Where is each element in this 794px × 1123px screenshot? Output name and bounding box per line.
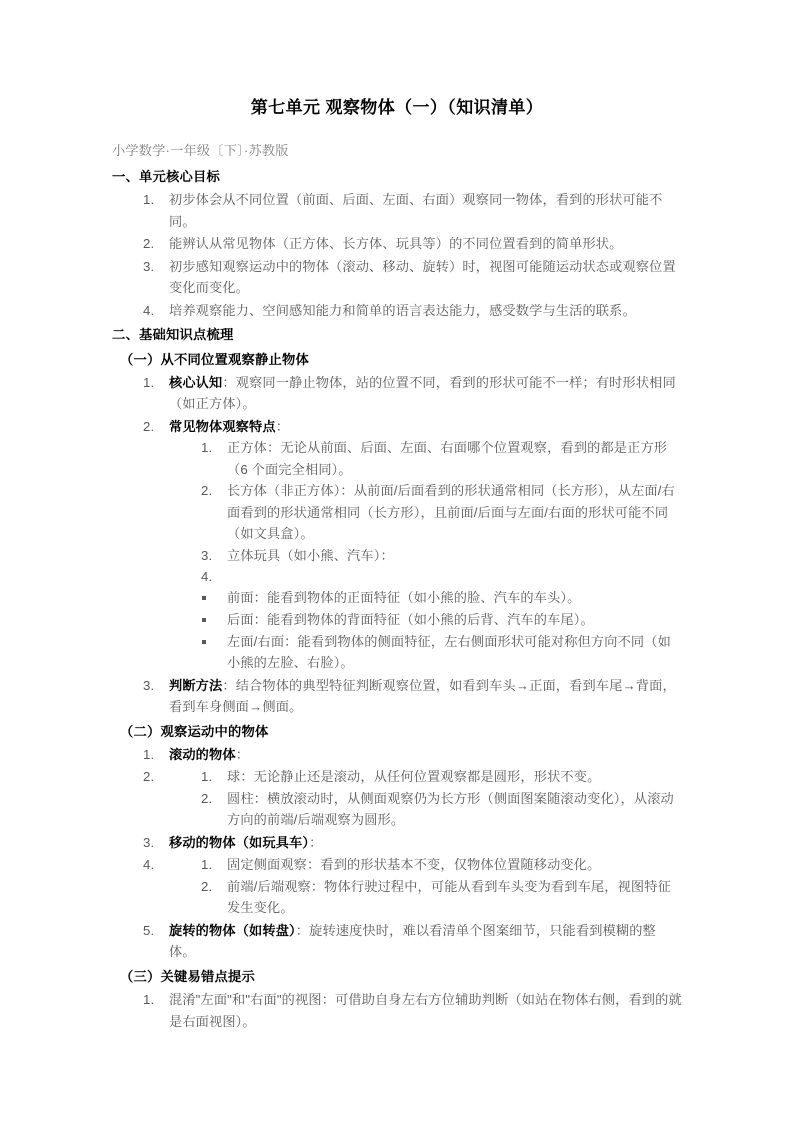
list-item-lead: 滚动的物体 (169, 746, 236, 762)
list-item-text: ： (309, 834, 323, 850)
list-item-lead: 判断方法 (169, 677, 223, 693)
list-item: 正方体：无论从前面、后面、左面、右面哪个位置观察，看到的都是正方形（6 个面完全相同）。 (227, 440, 668, 477)
list-item: 培养观察能力、空间感知能力和简单的语言表达能力，感受数学与生活的联系。 (169, 302, 636, 318)
document-subtitle: 小学数学·一年级〔下〕·苏教版 (112, 142, 289, 158)
list-item: 初步体会从不同位置（前面、后面、左面、右面）观察同一物体，看到的形状可能不同。 (169, 192, 663, 229)
list-item: 后面：能看到物体的背面特征（如小熊的后背、汽车的车尾）。 (227, 609, 682, 631)
subsection-heading-2-2: （二）观察运动中的物体 (120, 723, 269, 739)
list-item (169, 920, 682, 963)
page-title: 第七单元 观察物体（一）（知识清单） (250, 98, 544, 117)
section-1-list (112, 189, 682, 321)
list-item-lead: 移动的物体（如玩具车） (169, 834, 310, 850)
subsection-heading-2-1: （一）从不同位置观察静止物体 (120, 351, 309, 367)
list-item-text: ：观察同一静止物体，站的位置不同，看到的形状可能不一样；有时形状相同（如正方体）。 (169, 374, 676, 412)
bullet-list (169, 587, 682, 673)
list-item (169, 416, 682, 674)
list-item: 固定侧面观察：看到的形状基本不变，仅物体位置随移动变化。 (227, 857, 601, 873)
list-item-lead: 核心认知 (169, 374, 223, 390)
list-item-text: ：旋转速度快时，难以看清单个图案细节，只能看到模糊的整体。 (169, 922, 656, 960)
list-item (227, 566, 682, 587)
list-item-text: ： (275, 418, 290, 434)
list-item (169, 832, 682, 854)
list-item (169, 675, 682, 718)
subsection-2-1-list (112, 372, 682, 718)
list-item: 前端/后端观察：物体行驶过程中，可能从看到车头变为看到车尾，视图特征发生变化。 (227, 878, 671, 916)
list-item: 左面/右面：能看到物体的侧面特征，左右侧面形状可能对称但方向不同（如小熊的左脸、右脸）。 (227, 631, 682, 674)
list-item: 圆柱：横放滚动时，从侧面观察仍为长方形（侧面图案随滚动变化），从滚动方向的前端/后端观察为圆形。 (227, 790, 674, 828)
subsection-heading-2-3: （三）关键易错点提示 (120, 969, 255, 984)
list-item: 前面：能看到物体的正面特征（如小熊的脸、汽车的车头）。 (227, 587, 682, 609)
list-item (169, 854, 682, 919)
section-heading-2: 二、基础知识点梳理 (112, 327, 234, 343)
subsection-2-2-list (112, 744, 682, 963)
list-item: 初步感知观察运动中的物体（滚动、移动、旋转）时，视图可能随运动状态或观察位置变化而变化。 (169, 258, 676, 296)
list-item-text: ：结合物体的典型特征判断观察位置，如看到车头→正面，看到车尾→背面，看到车身侧面→侧面。 (169, 677, 676, 715)
list-item-lead: 常见物体观察特点 (169, 418, 276, 434)
nested-list (169, 437, 682, 587)
list-item (169, 766, 682, 831)
list-item-lead: 旋转的物体（如转盘） (169, 922, 296, 938)
list-item (169, 744, 682, 766)
list-item: 立体玩具（如小熊、汽车）： (227, 547, 394, 563)
subsection-2-3-list (112, 989, 682, 1032)
nested-list (169, 854, 682, 919)
list-item: 混淆"左面"和"右面"的视图：可借助自身左右方位辅助判断（如站在物体右侧，看到的就是右面视图）。 (169, 992, 682, 1029)
list-item: 长方体（非正方体）：从前面/后面看到的形状通常相同（长方形），从左面/右面看到的形状通常相同（长方形），且前面/后面与左面/右面的形状可能不同（如文具盒）。 (227, 483, 675, 542)
section-heading-1: 一、单元核心目标 (112, 168, 220, 184)
nested-list (169, 766, 682, 831)
list-item: 球：无论静止还是滚动，从任何位置观察都是圆形，形状不变。 (227, 769, 601, 785)
list-item (169, 372, 682, 415)
list-item-text: ： (235, 746, 250, 762)
list-item: 能辨认从常见物体（正方体、长方体、玩具等）的不同位置看到的简单形状。 (169, 236, 623, 252)
